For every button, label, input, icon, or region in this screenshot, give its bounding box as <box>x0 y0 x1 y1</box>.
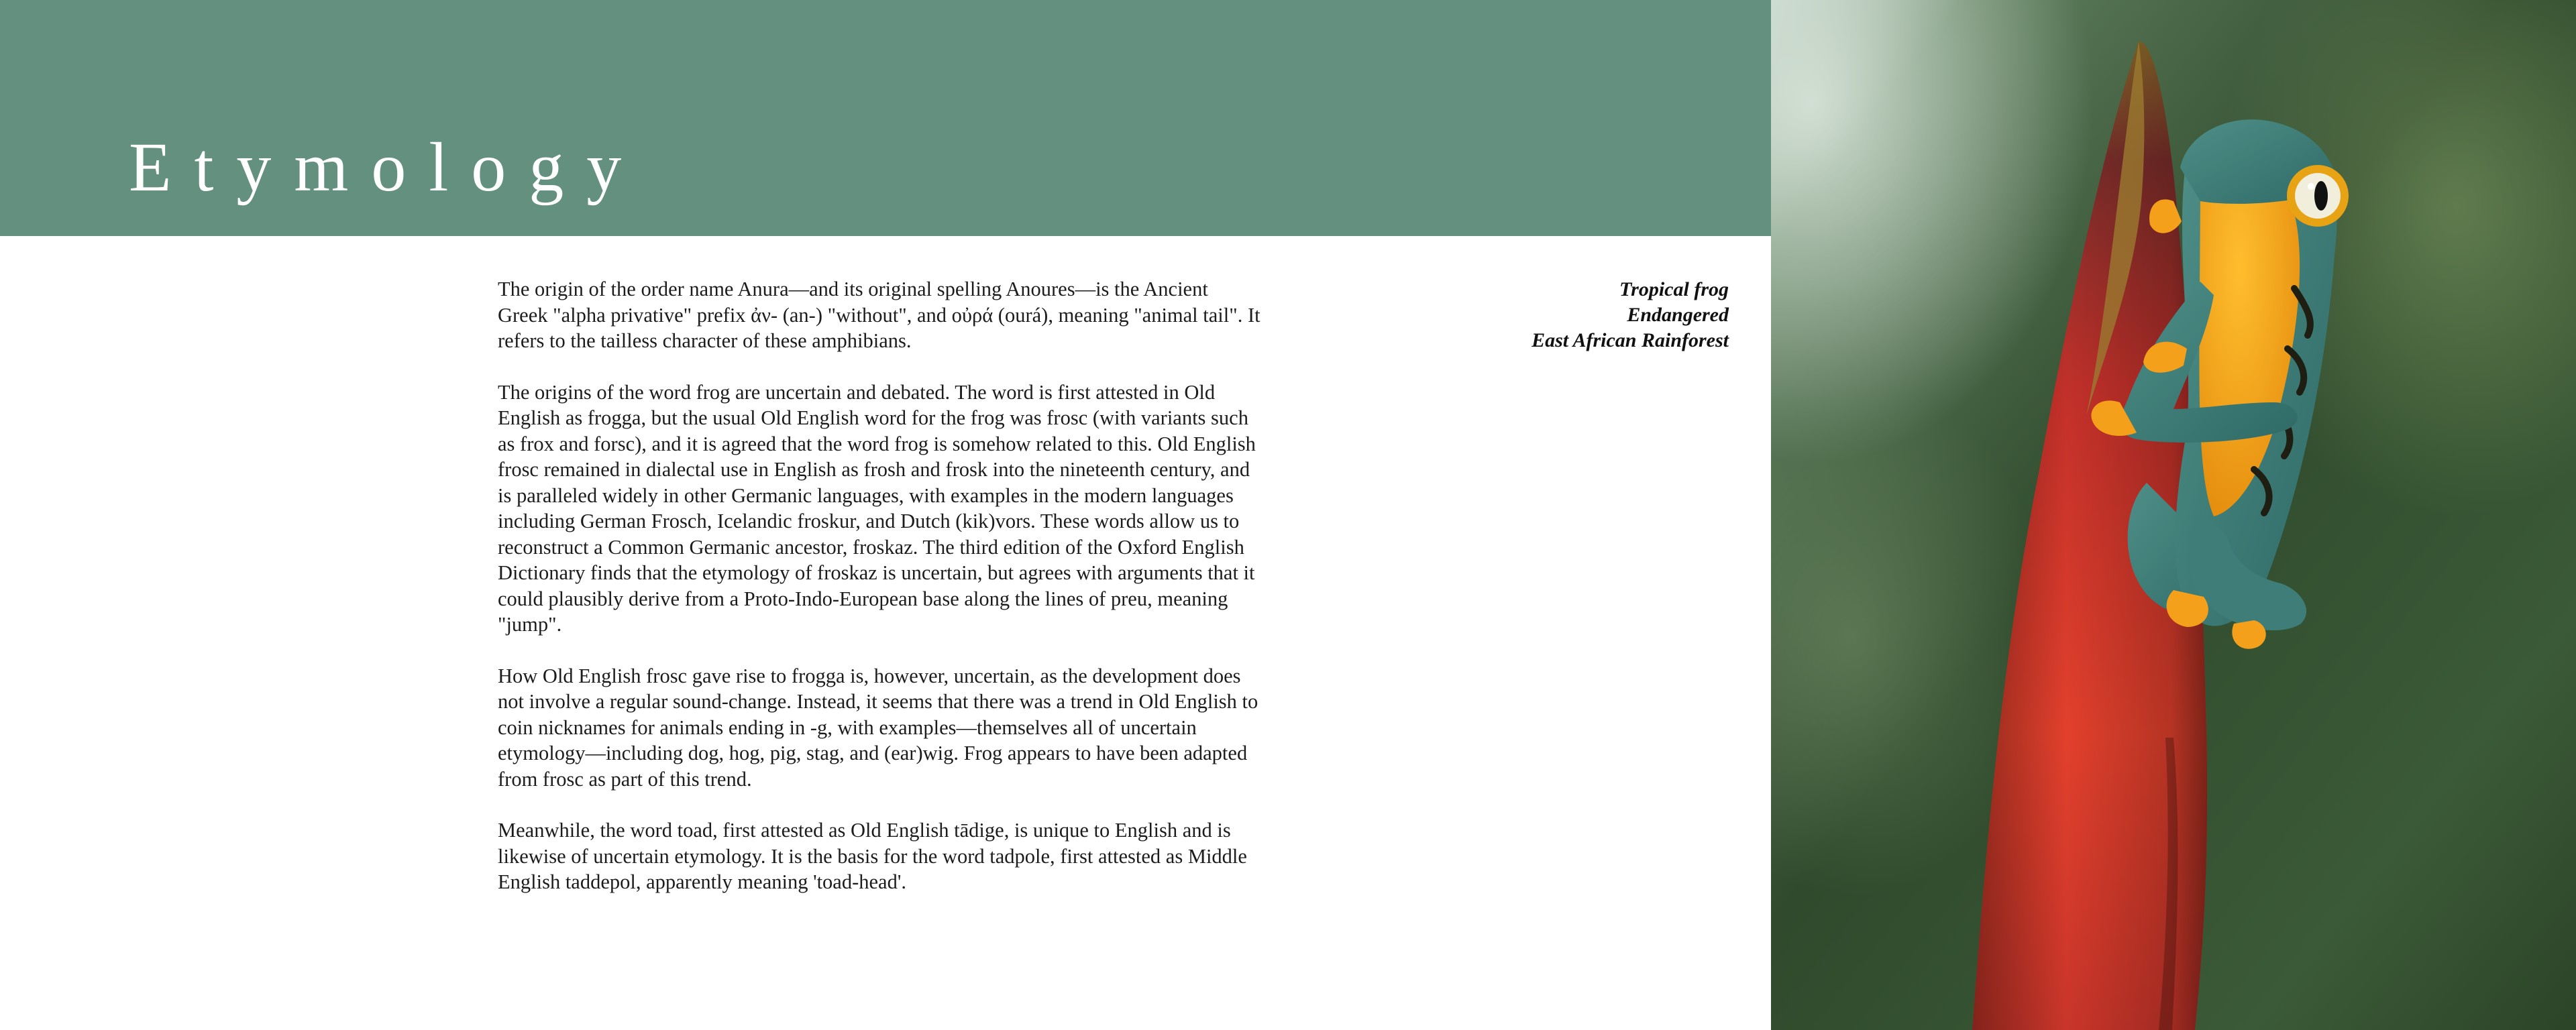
article-body <box>498 276 1263 921</box>
caption-species: Tropical frog <box>1619 278 1729 300</box>
paragraph-frogga-development: How Old English frosc gave rise to frogga is, however, uncertain, as the development does not involve a regular sound-change. Instead, it seems that there was a trend in Old English to coin nicknames for animals ending in -g, with examples—themselves all of uncertain etymology—including dog, hog, pig, stag, and (ear)wig. Frog appears to have been adapted from frosc as part of this trend. <box>498 664 1258 791</box>
caption-habitat: East African Rainforest <box>1532 329 1729 351</box>
page-title: Etymology <box>129 129 645 206</box>
title-banner <box>0 0 1771 236</box>
paragraph-toad-origin: Meanwhile, the word toad, first attested as Old English tādige, is unique to English and is likewise of uncertain etymology. It is the basis for the word tadpole, first attested as Middle English taddepol, apparently meaning 'toad-head'. <box>498 819 1247 893</box>
photo-caption <box>1532 277 1729 353</box>
paragraph-frog-origin: The origins of the word frog are uncertain and debated. The word is first attested in Old English as frogga, but the usual Old English word for the frog was frosc (with variants such as frox and forsc), and it is agreed that the word frog is somehow related to this. Old English frosc remained in dialectal use in English as frosh and frosk into the nineteenth century, and is paralleled widely in other Germanic languages, with examples in the modern languages including German Frosch, Icelandic froskur, and Dutch (kik)vors. These words allow us to reconstruct a Common Germanic ancestor, froskaz. The third edition of the Oxford English Dictionary finds that the etymology of froskaz is uncertain, but agrees with arguments that it could plausibly derive from a Proto-Indo-European base along the lines of preu, meaning "jump". <box>498 380 1256 636</box>
paragraph-anura-origin: The origin of the order name Anura—and its original spelling Anoures—is the Ancient Greek "alpha privative" prefix ἀν- (an-) "without", and οὐρά (ourá), meaning "animal tail". It refers to the tailless character of these amphibians. <box>498 278 1260 352</box>
frog-photo <box>1771 0 2576 1030</box>
caption-status: Endangered <box>1627 304 1729 326</box>
